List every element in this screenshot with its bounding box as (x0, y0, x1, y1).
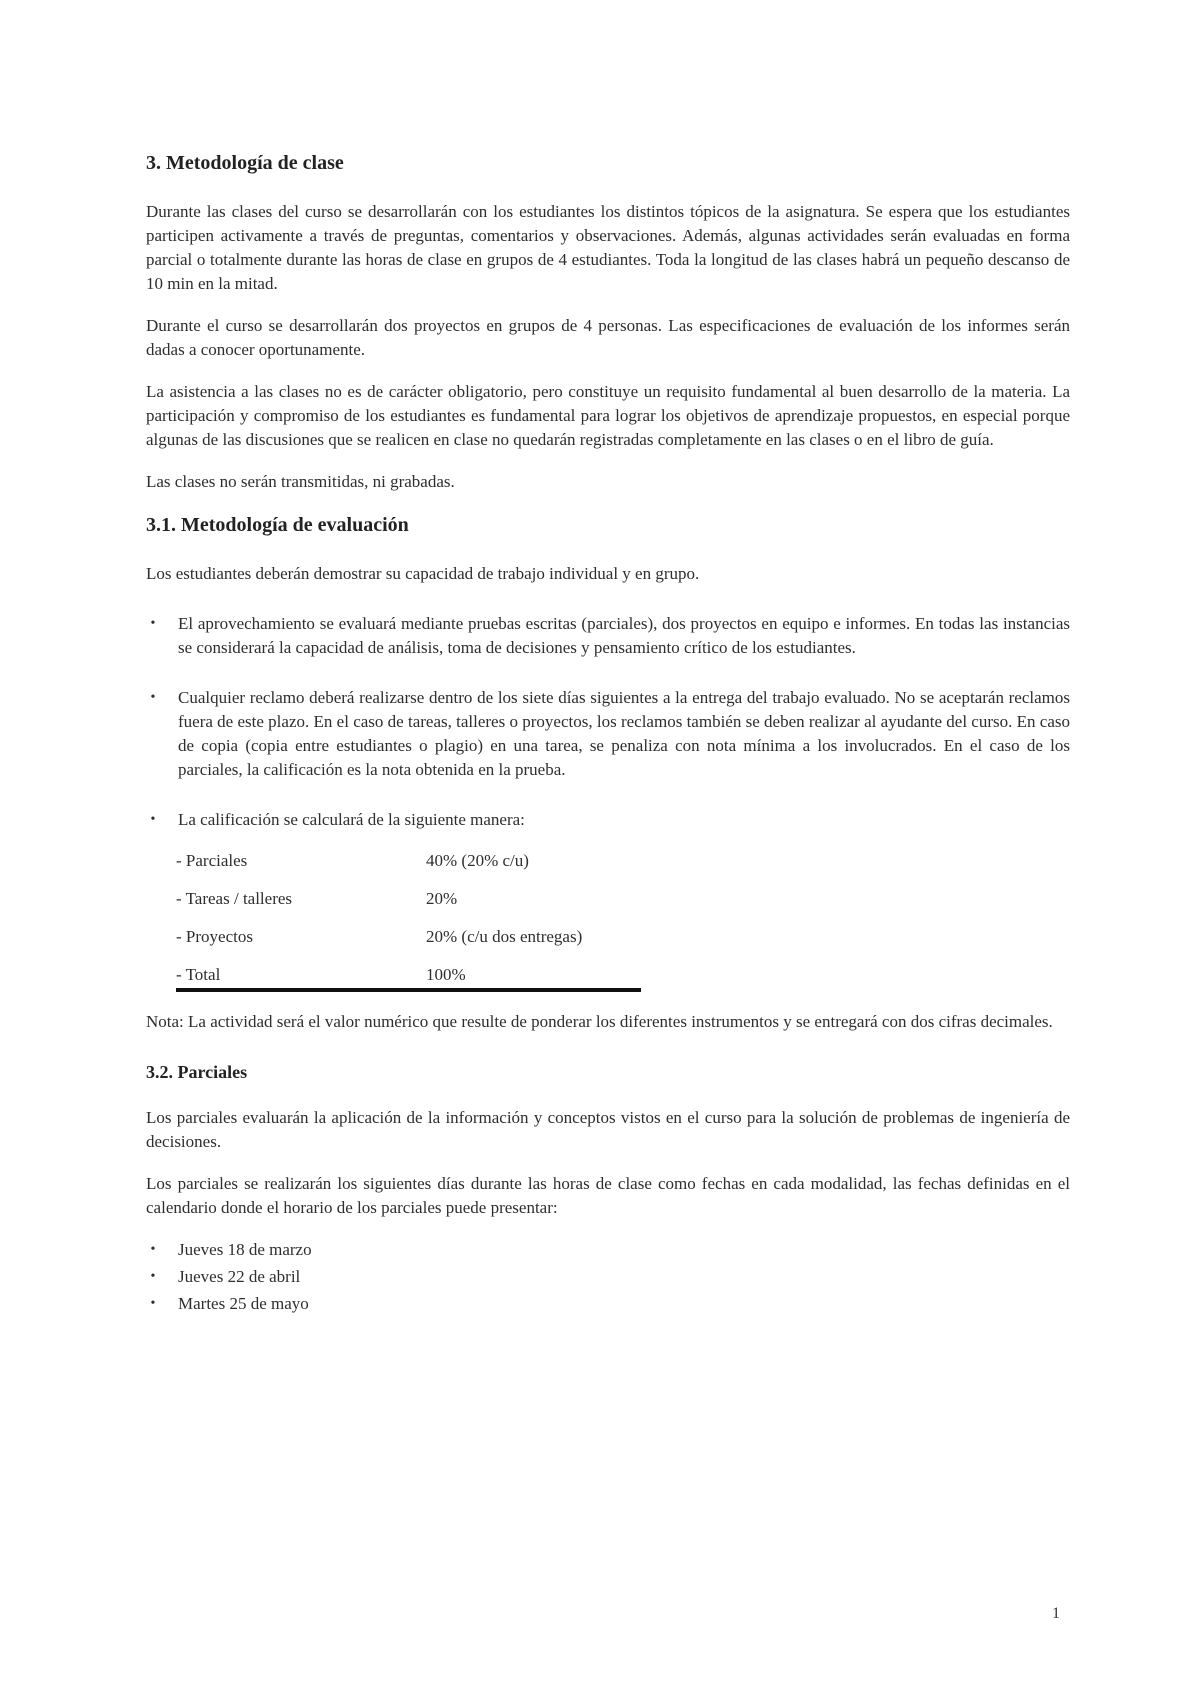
weight-label: - Tareas / talleres (176, 889, 293, 908)
evaluation-bullet-list (146, 612, 1070, 832)
grading-weights-table (176, 842, 641, 992)
bullet-icon: • (150, 812, 156, 827)
list-item (146, 808, 1070, 832)
table-row (176, 918, 641, 956)
bullet-text: Cualquier reclamo deberá realizarse dentro de los siete días siguientes a la entrega del trabajo evaluado. No se aceptarán reclamos fuera de este plazo. En el caso de tareas, talleres o proyectos, los reclamos también se deben realizar al ayudante del curso. En caso de copia (copia entre estudiantes o plagio) en una tarea, se penaliza con nota mínima a los involucrados. En el caso de los parciales, la calificación es la nota obtenida en la prueba. (178, 688, 1070, 779)
section-title-methodology: 3. Metodología de clase (146, 152, 344, 174)
evaluation-intro: Los estudiantes deberán demostrar su capacidad de trabajo individual y en grupo. (146, 564, 700, 583)
weight-value: 20% (c/u dos entregas) (426, 927, 583, 946)
table-row (176, 842, 641, 880)
list-item (146, 1292, 1070, 1316)
weight-value: 100% (426, 956, 641, 990)
weight-label: - Proyectos (176, 927, 253, 946)
exams-paragraph-2: Los parciales se realizarán los siguientes días durante las horas de clase como fechas en cada modalidad, las fechas definidas en el calendario donde el horario de los parciales puede presentar: (146, 1174, 1070, 1217)
bullet-icon: • (150, 1242, 156, 1257)
exam-date: Jueves 22 de abril (178, 1267, 301, 1286)
methodology-paragraph-1: Durante las clases del curso se desarrollarán con los estudiantes los distintos tópicos de la asignatura. Se espera que los estudiantes participen activamente a través de preguntas, comentarios y observaciones. Además, algunas actividades serán evaluadas en forma parcial o totalmente durante las horas de clase en grupos de 4 estudiantes. Toda la longitud de las clases habrá un pequeño descanso de 10 min en la mitad. (146, 202, 1070, 293)
methodology-paragraph-3: La asistencia a las clases no es de carácter obligatorio, pero constituye un requisito fundamental al buen desarrollo de la materia. La participación y compromiso de los estudiantes es fundamental para lograr los objetivos de aprendizaje propuestos, en especial porque algunas de las discusiones que se realicen en clase no quedarán registradas completamente en las clases o en el libro de guía. (146, 382, 1070, 449)
exam-date: Jueves 18 de marzo (178, 1240, 312, 1259)
bullet-text: El aprovechamiento se evaluará mediante pruebas escritas (parciales), dos proyectos en equipo e informes. En todas las instancias se considerará la capacidad de análisis, toma de decisiones y pensamiento crítico de los estudiantes. (178, 614, 1070, 657)
bullet-icon: • (150, 690, 156, 705)
weight-value: 40% (20% c/u) (426, 851, 529, 870)
list-item (146, 612, 1070, 660)
section-title-exams: 3.2. Parciales (146, 1062, 248, 1082)
bullet-icon: • (150, 1296, 156, 1311)
section-title-evaluation: 3.1. Metodología de evaluación (146, 514, 409, 536)
bullet-icon: • (150, 1269, 156, 1284)
list-item (146, 1238, 1070, 1262)
table-row (176, 880, 641, 918)
exam-date: Martes 25 de mayo (178, 1294, 309, 1313)
exam-dates-list (146, 1238, 1070, 1316)
methodology-paragraph-2: Durante el curso se desarrollarán dos proyectos en grupos de 4 personas. Las especificaciones de evaluación de los informes serán dadas a conocer oportunamente. (146, 316, 1070, 359)
evaluation-note: Nota: La actividad será el valor numérico que resulte de ponderar los diferentes instrumentos y se entregará con dos cifras decimales. (146, 1012, 1053, 1031)
methodology-paragraph-4: Las clases no serán transmitidas, ni grabadas. (146, 472, 455, 491)
weight-value: 20% (426, 889, 458, 908)
weight-label: - Parciales (176, 851, 248, 870)
list-item (146, 1265, 1070, 1289)
bullet-icon: • (150, 616, 156, 631)
table-row-total (176, 956, 641, 990)
weight-label: - Total (176, 956, 426, 990)
bullet-text: La calificación se calculará de la siguiente manera: (178, 810, 525, 829)
exams-paragraph-1: Los parciales evaluarán la aplicación de la información y conceptos vistos en el curso para la solución de problemas de ingeniería de decisiones. (146, 1108, 1070, 1151)
list-item (146, 686, 1070, 782)
page-number: 1 (1052, 1605, 1060, 1622)
